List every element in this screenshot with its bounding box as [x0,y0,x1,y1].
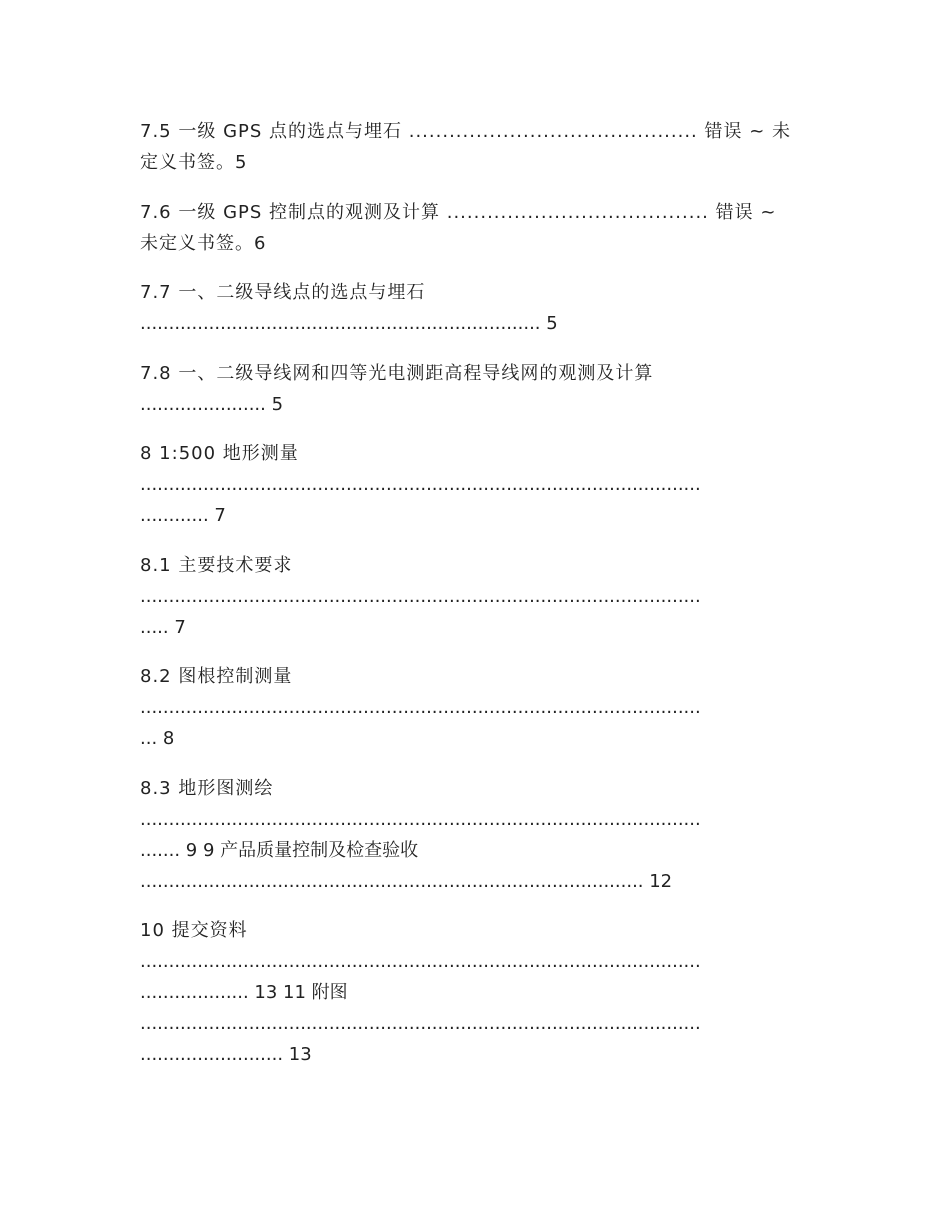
toc-line: 7.6 一级 GPS 控制点的观测及计算 ....................................... 错误 ~ [140,202,777,223]
toc-leader-line: .................................................................................................. [140,1013,701,1034]
toc-line: 10 提交资料 [140,920,248,941]
toc-leader-line: ...................... 5 [140,394,284,415]
toc-leader-line: .................................................................................................. [140,697,701,718]
toc-leader-line: ................... 13 11 附图 [140,982,348,1003]
toc-leader-line: ..... 7 [140,617,186,638]
toc-leader-line: .................................................................................................. [140,474,701,495]
toc-leader-line: .................................................................................................. [140,586,701,607]
toc-leader-line: ... 8 [140,728,175,749]
toc-leader-line: .................................................................................................. [140,951,701,972]
toc-leader-line: ........................................................................................ 12 [140,871,673,892]
toc-line: 8.2 图根控制测量 [140,666,293,687]
toc-leader-line: ......................... 13 [140,1044,312,1065]
toc-line: 8.1 主要技术要求 [140,555,293,576]
toc-line: 定义书签。5 [140,152,248,173]
toc-line: 未定义书签。6 [140,233,267,254]
toc-line: 7.7 一、二级导线点的选点与埋石 [140,282,426,303]
toc-leader-line: ............ 7 [140,505,226,526]
toc-line: 7.8 一、二级导线网和四等光电测距高程导线网的观测及计算 [140,363,654,384]
toc-line: 8 1:500 地形测量 [140,443,299,464]
toc-line: 8.3 地形图测绘 [140,778,274,799]
toc-leader-line: ....... 9 9 产品质量控制及检查验收 [140,840,419,861]
toc-leader-line: ...................................................................... 5 [140,313,558,334]
toc-line: 7.5 一级 GPS 点的选点与埋石 ........................................... 错误 ~ 未 [140,121,792,142]
toc-leader-line: .................................................................................................. [140,809,701,830]
